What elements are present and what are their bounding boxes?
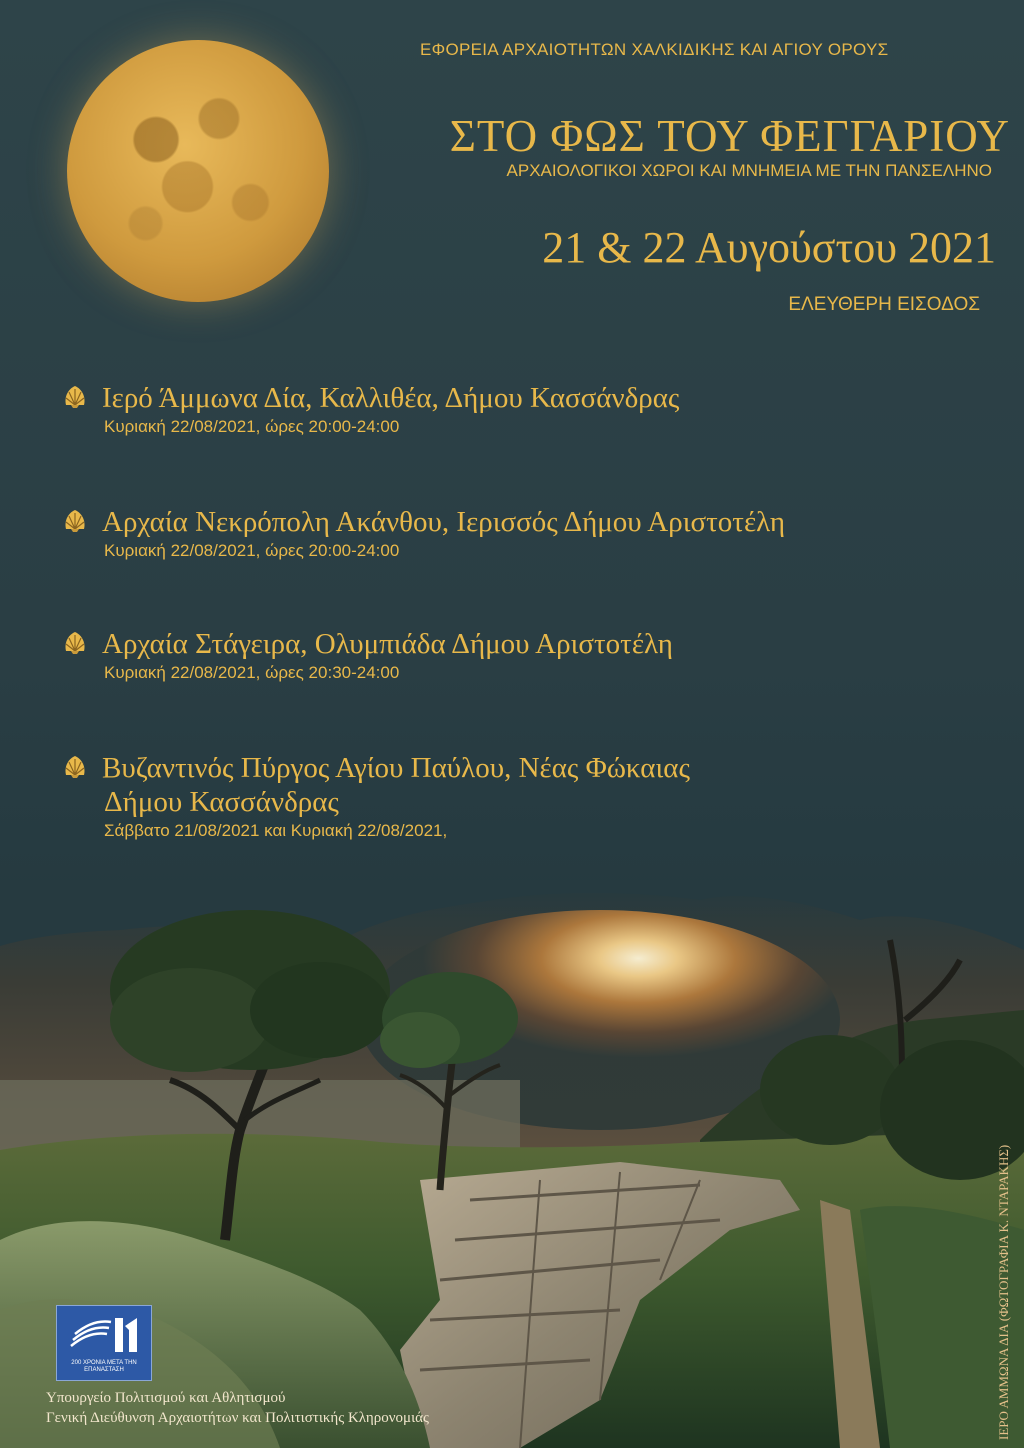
event-time: Κυριακή 22/08/2021, ώρες 20:00-24:00	[104, 417, 400, 436]
shell-leaf-icon	[62, 629, 88, 655]
free-entry-label: ΕΛΕΥΘΕΡΗ ΕΙΣΟΔΟΣ	[788, 294, 980, 315]
event-time: Σάββατο 21/08/2021 και Κυριακή 22/08/2021,	[104, 821, 448, 840]
event-name: Αρχαία Νεκρόπολη Ακάνθου, Ιερισσός Δήμου Αριστοτέλη	[102, 506, 786, 538]
event-name: Ιερό Άμμωνα Δία, Καλλιθέα, Δήμου Κασσάνδρας	[102, 382, 680, 414]
logo-text: 200 ΧΡΟΝΙΑ ΜΕΤΑ ΤΗΝ ΕΠΑΝΑΣΤΑΣΗ	[71, 1360, 137, 1373]
shell-leaf-icon	[62, 383, 88, 409]
event-time: Κυριακή 22/08/2021, ώρες 20:30-24:00	[104, 663, 400, 682]
logo-mark-icon	[65, 1312, 143, 1358]
event-item	[62, 627, 962, 685]
ministry-line2: Γενική Διεύθυνση Αρχαιοτήτων και Πολιτιστικής Κληρονομιάς	[46, 1410, 429, 1426]
landscape-photo	[0, 880, 1024, 1448]
full-moon-image	[67, 40, 329, 302]
event-item	[62, 381, 962, 439]
shell-leaf-icon	[62, 507, 88, 533]
bicentennial-logo	[56, 1305, 152, 1381]
event-name: Αρχαία Στάγειρα, Ολυμπιάδα Δήμου Αριστοτέλη	[102, 628, 673, 660]
page-title: ΣΤΟ ΦΩΣ ΤΟΥ ΦΕΓΓΑΡΙΟΥ	[449, 111, 1010, 161]
event-date: 21 & 22 Αυγούστου 2021	[542, 223, 996, 272]
event-item	[62, 751, 962, 843]
event-item	[62, 505, 962, 563]
event-name-line2: Δήμου Κασσάνδρας	[104, 786, 339, 818]
page-subtitle: ΑΡΧΑΙΟΛΟΓΙΚΟΙ ΧΩΡΟΙ ΚΑΙ ΜΝΗΜΕΙΑ ΜΕ ΤΗΝ ΠΑΝΣΕΛΗΝΟ	[506, 161, 992, 180]
photo-credit: ΙΕΡΟ ΑΜΜΩΝΑ ΔΙΑ (ΦΩΤΟΓΡΑΦΙΑ Κ. ΝΤΑΡΑΚΗΣ)	[996, 1144, 1011, 1440]
ministry-footer	[46, 1388, 429, 1428]
event-name: Βυζαντινός Πύργος Αγίου Παύλου, Νέας Φώκαιας	[102, 752, 690, 784]
event-time: Κυριακή 22/08/2021, ώρες 20:00-24:00	[104, 541, 400, 560]
shell-leaf-icon	[62, 753, 88, 779]
ministry-line1: Υπουργείο Πολιτισμού και Αθλητισμού	[46, 1390, 286, 1406]
organization-name: ΕΦΟΡΕΙΑ ΑΡΧΑΙΟΤΗΤΩΝ ΧΑΛΚΙΔΙΚΗΣ ΚΑΙ ΑΓΙΟΥ ΟΡΟΥΣ	[420, 40, 889, 59]
